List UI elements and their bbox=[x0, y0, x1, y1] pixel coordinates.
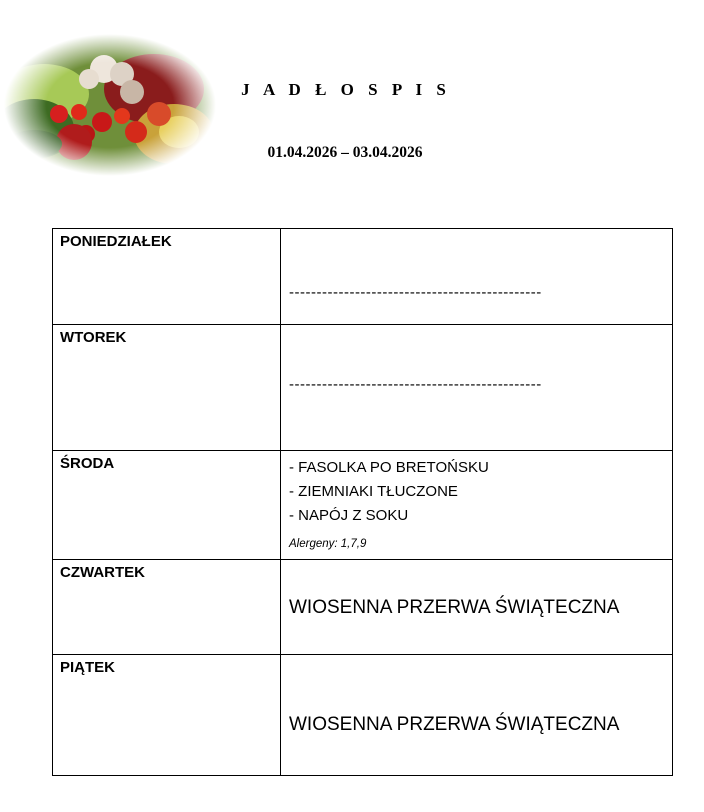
vegetables-photo bbox=[4, 34, 216, 176]
day-label: CZWARTEK bbox=[53, 560, 281, 655]
empty-placeholder: ---------------------------------------------- bbox=[289, 376, 542, 393]
table-row bbox=[53, 560, 673, 655]
dish-item: - FASOLKA PO BRETOŃSKU bbox=[289, 459, 489, 476]
date-range: 01.04.2026 – 03.04.2026 bbox=[267, 144, 423, 161]
holiday-notice: WIOSENNA PRZERWA ŚWIĄTECZNA bbox=[289, 714, 620, 735]
menu-cell bbox=[281, 451, 673, 560]
table-row bbox=[53, 451, 673, 560]
menu-cell bbox=[281, 560, 673, 655]
menu-cell bbox=[281, 229, 673, 325]
allergens-note: Alergeny: 1,7,9 bbox=[289, 538, 367, 550]
dish-item: - ZIEMNIAKI TŁUCZONE bbox=[289, 483, 458, 500]
empty-placeholder: ---------------------------------------------- bbox=[289, 284, 542, 301]
dish-list bbox=[289, 451, 672, 528]
menu-cell bbox=[281, 325, 673, 451]
day-label: ŚRODA bbox=[53, 451, 281, 560]
dish-item: - NAPÓJ Z SOKU bbox=[289, 507, 409, 524]
page-title: J A D Ł O S P I S bbox=[241, 80, 451, 99]
menu-table bbox=[52, 228, 673, 776]
day-label: WTOREK bbox=[53, 325, 281, 451]
table-row bbox=[53, 325, 673, 451]
table-row bbox=[53, 229, 673, 325]
holiday-notice: WIOSENNA PRZERWA ŚWIĄTECZNA bbox=[289, 597, 620, 618]
menu-cell bbox=[281, 655, 673, 776]
day-label: PIĄTEK bbox=[53, 655, 281, 776]
table-row bbox=[53, 655, 673, 776]
day-label: PONIEDZIAŁEK bbox=[53, 229, 281, 325]
